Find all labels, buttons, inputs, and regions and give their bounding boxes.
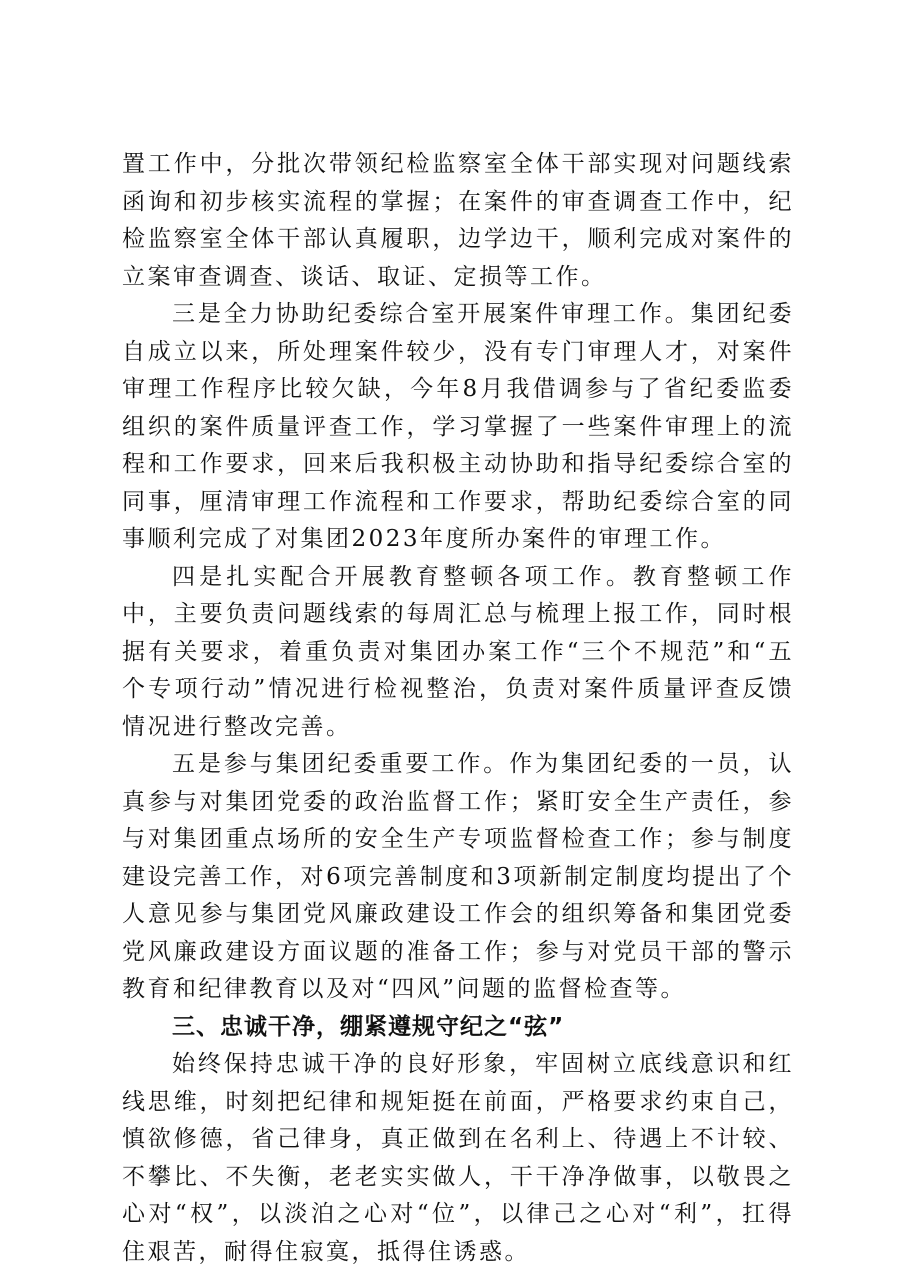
body-paragraph-continued: 置工作中，分批次带领纪检监察室全体干部实现对问题线索函询和初步核实流程的掌握；在案件的审查调查工作中，纪检监察室全体干部认真履职，边学边干，顺利完成对案件的立案审查调查、谈话、取证、定损等工作。 bbox=[122, 151, 794, 290]
body-paragraph-case-review: 三是全力协助纪委综合室开展案件审理工作。集团纪委自成立以来，所处理案件较少，没有专门审理人才，对案件审理工作程序比较欠缺，今年8月我借调参与了省纪委监委组织的案件质量评查工作，学习掌握了一些案件审理上的流程和工作要求，回来后我积极主动协助和指导纪委综合室的同事，厘清审理工作流程和工作要求，帮助纪委综合室的同事顺利完成了对集团2023年度所办案件的审理工作。 bbox=[122, 301, 794, 552]
section-heading: 三、忠诚干净，绷紧遵规守纪之“弦” bbox=[172, 1013, 565, 1040]
body-paragraph-education-rectification: 四是扎实配合开展教育整顿各项工作。教育整顿工作中，主要负责问题线索的每周汇总与梳理上报工作，同时根据有关要求，着重负责对集团办案工作“三个不规范”和“五个专项行动”情况进行检视整治，负责对案件质量评查反馈情况进行整改完善。 bbox=[122, 563, 794, 740]
body-paragraph-integrity: 始终保持忠诚干净的良好形象，牢固树立底线意识和红线思维，时刻把纪律和规矩挺在前面，严格要求约束自己，慎欲修德，省己律身，真正做到在名利上、待遇上不计较、不攀比、不失衡，老老实实做人，干干净净做事，以敬畏之心对“权”，以淡泊之心对“位”，以律己之心对“利”，扛得住艰苦，耐得住寂寞，抵得住诱惑。 bbox=[122, 1051, 794, 1265]
document-body bbox=[122, 146, 794, 1271]
body-paragraph-important-work: 五是参与集团纪委重要工作。作为集团纪委的一员，认真参与对集团党委的政治监督工作；紧盯安全生产责任，参与对集团重点场所的安全生产专项监督检查工作；参与制度建设完善工作，对6项完善制度和3项新制定制度均提出了个人意见参与集团党风廉政建设工作会的组织筹备和集团党委党风廉政建设方面议题的准备工作；参与对党员干部的警示教育和纪律教育以及对“四风”问题的监督检查等。 bbox=[122, 751, 794, 1002]
